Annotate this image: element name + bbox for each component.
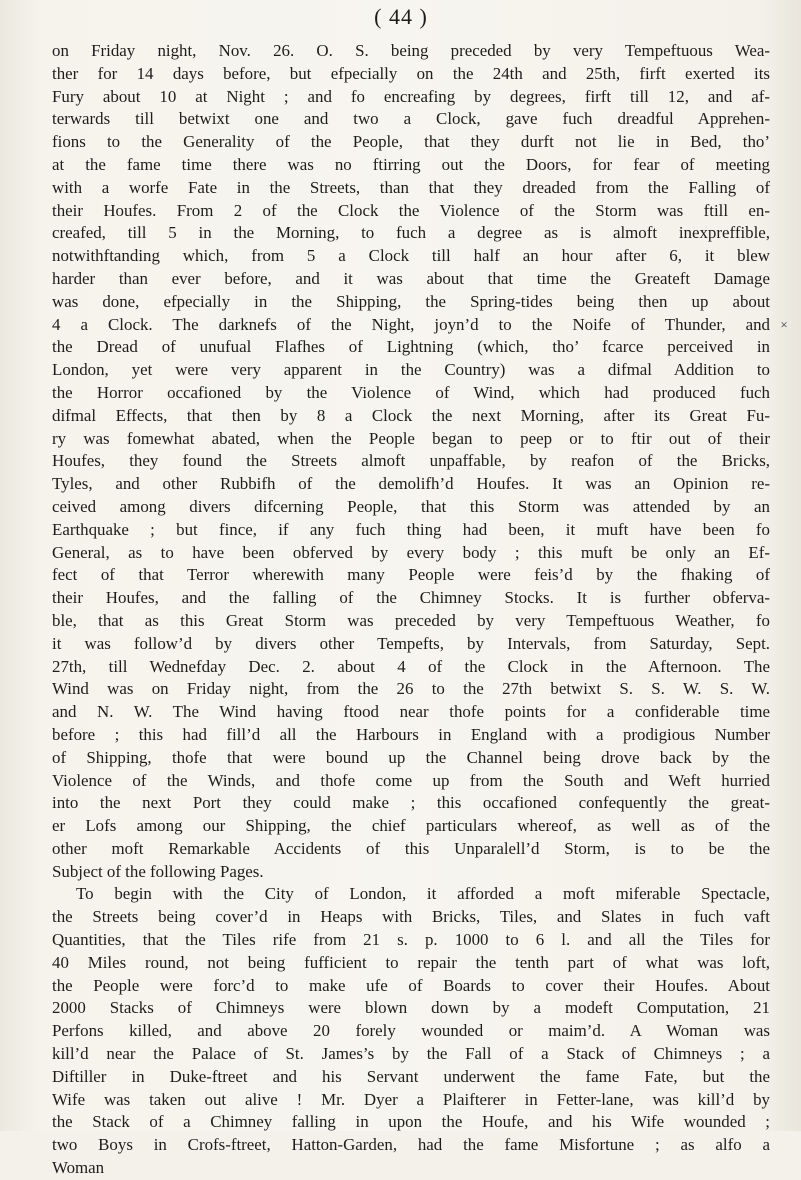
- text-line: fect of that Terror wherewith many People were feis’d by the fhaking of: [52, 565, 770, 585]
- margin-mark-icon: ˟: [781, 318, 788, 337]
- text-line: 4 a Clock. The darknefs of the Night, joyn’d to the Noife of Thunder, and: [52, 314, 770, 334]
- text-line: 27th, till Wednefday Dec. 2. about 4 of the Clock in the Afternoon. The: [52, 656, 770, 676]
- text-line: harder than ever before, and it was about that time the Greateft Damage: [52, 268, 770, 288]
- text-line: terwards till betwixt one and two a Clock, gave fuch dreadful Apprehen-: [52, 109, 770, 129]
- text-line: difmal Effects, that then by 8 a Clock the next Morning, after its Great Fu-: [52, 405, 770, 425]
- text-line: the Streets being cover’d in Heaps with Bricks, Tiles, and Slates in fuch vaft: [52, 907, 770, 927]
- text-line: ceived among divers difcerning People, that this Storm was attended by an: [52, 496, 770, 516]
- text-line: Tyles, and other Rubbifh of the demolifh’d Houfes. It was an Opinion re-: [52, 474, 770, 494]
- text-line: Subject of the following Pages.: [52, 861, 264, 881]
- text-line: and N. W. The Wind having ftood near thofe points for a confiderable time: [52, 702, 770, 722]
- text-line: the Dread of unufual Flafhes of Lightning (which, tho’ fcarce perceived in: [52, 337, 770, 357]
- text-line: with a worfe Fate in the Streets, than that they dreaded from the Falling of: [52, 177, 770, 197]
- page-number: ( 44 ): [374, 4, 428, 29]
- body-text: [52, 40, 770, 1180]
- text-line: ther for 14 days before, but efpecially on the 24th and 25th, firft exerted its: [52, 63, 770, 83]
- text-line: 40 Miles round, not being fufficient to repair the tenth part of what was loft,: [52, 952, 770, 972]
- text-line: the Horror occafioned by the Violence of Wind, which had produced fuch: [52, 382, 770, 402]
- text-line: the People were forc’d to make ufe of Boards to cover their Houfes. About: [52, 975, 770, 995]
- text-line: their Houfes. From 2 of the Clock the Violence of the Storm was ftill en-: [52, 200, 770, 220]
- text-line: Wife was taken out alive ! Mr. Dyer a Plaifterer in Fetter-lane, was kill’d by: [52, 1089, 770, 1109]
- text-line: General, as to have been obferved by every body ; this muft be only an Ef-: [52, 542, 770, 562]
- text-line: at the fame time there was no ftirring out the Doors, for fear of meeting: [52, 154, 770, 174]
- text-line: the Stack of a Chimney falling in upon the Houfe, and his Wife wounded ;: [52, 1112, 770, 1132]
- text-line: was done, efpecially in the Shipping, the Spring-tides being then up about: [52, 291, 770, 311]
- text-line: notwithftanding which, from 5 a Clock till half an hour after 6, it blew: [52, 246, 770, 266]
- text-line: Quantities, that the Tiles rife from 21 s. p. 1000 to 6 l. and all the Tiles for: [52, 930, 770, 950]
- text-line: Diftiller in Duke-ftreet and his Servant underwent the fame Fate, but the: [52, 1066, 770, 1086]
- text-line: ry was fomewhat abated, when the People began to peep or to ftir out of their: [52, 428, 770, 448]
- text-line: er Lofs among our Shipping, the chief particulars whereof, as well as of the: [52, 816, 770, 836]
- text-line: before ; this had fill’d all the Harbours in England with a prodigious Number: [52, 724, 770, 744]
- text-line: Houfes, they found the Streets almoft unpaffable, by reafon of the Bricks,: [52, 451, 770, 471]
- text-line: Woman: [52, 1158, 105, 1178]
- text-line: their Houfes, and the falling of the Chimney Stocks. It is further obferva-: [52, 588, 770, 608]
- text-line: into the next Port they could make ; this occafioned confequently the great-: [52, 793, 770, 813]
- text-line: London, yet were very apparent in the Country) was a difmal Addition to: [52, 360, 770, 380]
- text-line: fions to the Generality of the People, that they durft not lie in Bed, tho’: [52, 132, 770, 152]
- text-line: two Boys in Crofs-ftreet, Hatton-Garden, had the fame Misfortune ; as alfo a: [52, 1135, 770, 1155]
- text-line: Fury about 10 at Night ; and fo encreafing by degrees, firft till 12, and af-: [52, 86, 770, 106]
- text-line: creafed, till 5 in the Morning, to fuch a degree as is almoft inexpreffible,: [52, 223, 770, 243]
- text-line: 2000 Stacks of Chimneys were blown down by a modeft Computation, 21: [52, 998, 770, 1018]
- text-line: of Shipping, thofe that were bound up the Channel being drove back by the: [52, 747, 770, 767]
- text-line: Earthquake ; but fince, if any fuch thing had been, it muft have been fo: [52, 519, 770, 539]
- text-line: Perfons killed, and above 20 forely wounded or maim’d. A Woman was: [52, 1021, 770, 1041]
- text-line: ble, that as this Great Storm was preceded by very Tempeftuous Weather, fo: [52, 610, 770, 630]
- text-line: other moft Remarkable Accidents of this Unparalell’d Storm, is to be the: [52, 838, 770, 858]
- text-line: Violence of the Winds, and thofe come up from the South and Weft hurried: [52, 770, 770, 790]
- text-line: it was follow’d by divers other Tempefts, by Intervals, from Saturday, Sept.: [52, 633, 770, 653]
- text-line: kill’d near the Palace of St. James’s by the Fall of a Stack of Chimneys ; a: [52, 1044, 770, 1064]
- text-line: To begin with the City of London, it afforded a moft miferable Spectacle,: [76, 884, 770, 904]
- text-line: on Friday night, Nov. 26. O. S. being preceded by very Tempeftuous Wea-: [52, 41, 770, 60]
- text-line: Wind was on Friday night, from the 26 to the 27th betwixt S. S. W. S. W.: [52, 679, 770, 699]
